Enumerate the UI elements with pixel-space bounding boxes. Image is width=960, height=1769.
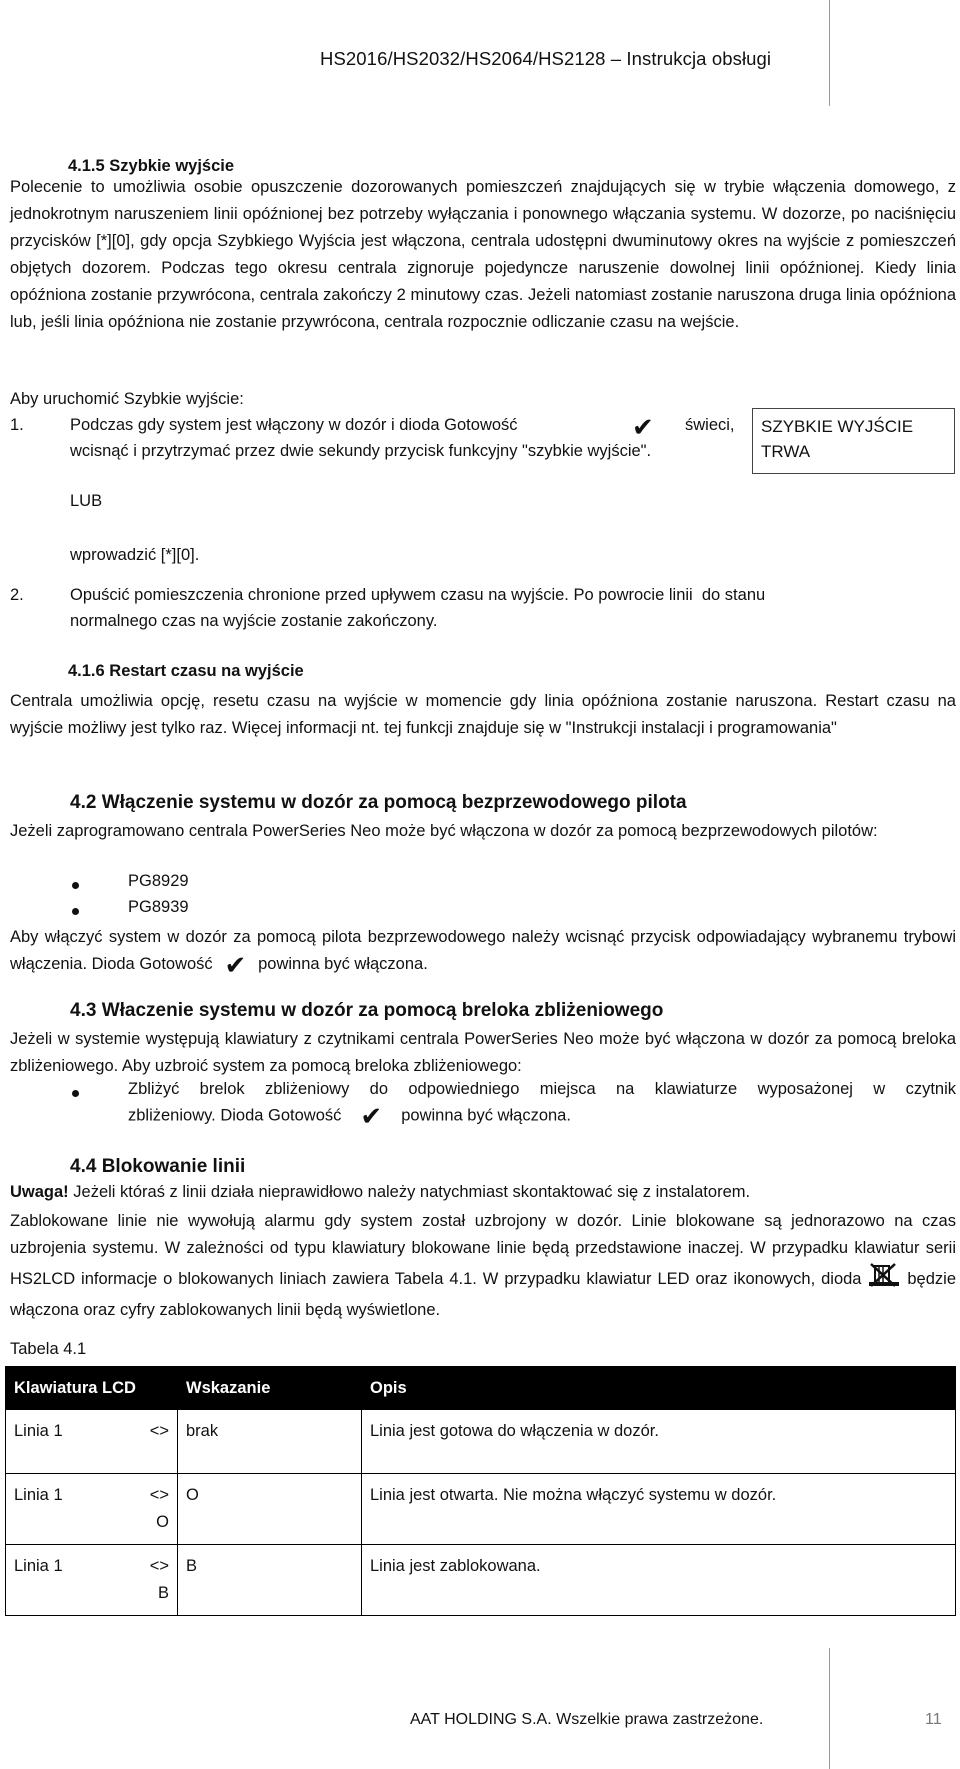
table-row [6, 1410, 956, 1474]
enter-code-text: wprowadzić [*][0]. [70, 546, 200, 564]
zone-label: Linia 1 [14, 1422, 63, 1440]
section-4-2-heading: 4.2 Włączenie systemu w dozór za pomocą bezprzewodowego pilota [70, 792, 687, 813]
step-2-text-b: normalnego czas na wyjście zostanie zakończony. [70, 612, 438, 630]
warning-text: Jeżeli któraś z linii działa nieprawidłowo należy natychmiast skontaktować się z instalatorem. [68, 1183, 751, 1201]
section-4-4-paragraph [10, 1208, 956, 1324]
or-label: LUB [70, 492, 103, 510]
description-cell: Linia jest gotowa do włączenia w dozór. [362, 1410, 956, 1474]
warning-line [10, 1183, 750, 1202]
lcd-cell [6, 1410, 178, 1474]
bypass-text-end: będzie włączona oraz cyfry zablokowanych linii będą wyświetlone. [10, 1269, 956, 1319]
keypad-display-box [752, 408, 955, 474]
zone-bracket-symbol: <> [149, 1486, 169, 1504]
bullet [72, 882, 79, 889]
zone-label: Linia 1 [14, 1486, 63, 1504]
section-4-1-5-heading: 4.1.5 Szybkie wyjście [68, 157, 235, 175]
description-cell: Linia jest zablokowana. [362, 1545, 956, 1616]
para2-text: Aby włączyć system w dozór za pomocą pilota bezprzewodowego należy wcisnąć przycisk odpowiadający wybranemu trybowi włączenia. Dioda Gotowość [10, 928, 956, 973]
prox-step-b [128, 1101, 571, 1131]
step-1-number: 1. [10, 416, 24, 434]
description-cell: Linia jest otwarta. Nie można włączyć systemu w dozór. [362, 1474, 956, 1545]
step-1-text-part: Podczas gdy system jest włączony w dozór i dioda Gotowość [70, 416, 518, 434]
step-1-text-c: wcisnąć i przytrzymać przez dwie sekundy przycisk funkcyjny "szybkie wyjście". [70, 442, 652, 460]
bypass-icon [867, 1262, 901, 1297]
display-line-1: SZYBKIE WYJŚCIE [761, 417, 914, 436]
table-caption: Tabela 4.1 [10, 1340, 87, 1358]
prox-step-a: Zbliżyć brelok zbliżeniowy do odpowiedniego miejsca na klawiaturze wyposażonej w czytnik [128, 1080, 956, 1098]
footer-divider [829, 1648, 830, 1769]
footer-copyright: AAT HOLDING S.A. Wszelkie prawa zastrzeżone. [410, 1711, 764, 1728]
section-4-3-paragraph: Jeżeli w systemie występują klawiatury z czytnikami centrala PowerSeries Neo może być włączona w dozór za pomocą breloka zbliżeniowego. Aby uzbroić system za pomocą breloka zbliżeniowego: [10, 1030, 956, 1075]
indication-cell: O [178, 1474, 362, 1545]
zone-status-table [5, 1366, 956, 1616]
column-header: Opis [362, 1367, 956, 1410]
header-divider [829, 0, 830, 106]
zone-label: Linia 1 [14, 1557, 63, 1575]
checkmark-icon: ✔ [345, 1101, 397, 1131]
section-4-3-heading: 4.3 Właczenie systemu w dozór za pomocą breloka zbliżeniowego [70, 1000, 664, 1021]
prox-step-text-end: powinna być włączona. [401, 1106, 571, 1125]
indication-cell: B [178, 1545, 362, 1616]
column-header: Klawiatura LCD [6, 1367, 178, 1410]
table-row [6, 1545, 956, 1616]
step-1-text-a [70, 416, 518, 435]
remote-model-2: PG8939 [128, 898, 189, 916]
zone-bracket-state: O [156, 1513, 169, 1531]
page-number: 11 [925, 1711, 942, 1728]
prox-step-text: zbliżeniowy. Dioda Gotowość [128, 1106, 342, 1125]
bullet [72, 1090, 79, 1097]
zone-bracket: <> [149, 1422, 169, 1440]
column-header: Wskazanie [178, 1367, 362, 1410]
checkmark-icon: ✔ [632, 412, 654, 442]
section-4-1-5-paragraph: Polecenie to umożliwia osobie opuszczenie dozorowanych pomieszczeń znajdujących się w trybie włączenia domowego, z jednokrotnym naruszeniem linii opóźnionej bez potrzeby wyłączania i ponownego włączania systemu. W dozorze, po naciśnięciu przycisków [*][0], gdy opcja Szybkiego Wyjścia jest włączona, centrala udostępni dwuminutowy okres na wyjście z pomieszczeń objętych dozorem. Podczas tego okresu centrala zignoruje pojedyncze naruszenie dowolnej linii opóźnionej. Kiedy linia opóźniona zostanie przywrócona, centrala zakończy 2 minutowy czas. Jeżeli natomiast zostanie naruszona druga linia opóźniona lub, jeśli linia opóźniona nie zostanie przywrócona, centrala rozpocznie odliczanie czasu na wejście. [10, 178, 956, 331]
indication-cell: brak [178, 1410, 362, 1474]
table-row [6, 1474, 956, 1545]
lcd-cell [6, 1545, 178, 1616]
step-2-text-a: Opuścić pomieszczenia chronione przed upływem czasu na wyjście. Po powrocie linii do stanu [70, 586, 766, 604]
section-4-2-paragraph: Jeżeli zaprogramowano centrala PowerSeries Neo może być włączona w dozór za pomocą bezprzewodowych pilotów: [10, 822, 878, 840]
warning-label: Uwaga! [10, 1183, 69, 1201]
para2-text-end: powinna być włączona. [258, 955, 428, 973]
zone-bracket-symbol: <> [149, 1557, 169, 1575]
zone-bracket [150, 1553, 169, 1607]
section-4-2-paragraph-2 [10, 924, 956, 978]
zone-bracket-state: B [157, 1584, 169, 1602]
quick-exit-instruction: Aby uruchomić Szybkie wyjście: [10, 390, 244, 408]
section-4-4-heading: 4.4 Blokowanie linii [70, 1156, 246, 1177]
page-header-title: HS2016/HS2032/HS2064/HS2128 – Instrukcja obsługi [320, 48, 772, 69]
step-2-number: 2. [10, 586, 24, 604]
checkmark-icon: ✔ [217, 949, 254, 980]
display-line-2: TRWA [761, 442, 811, 461]
lcd-cell [6, 1474, 178, 1545]
bullet [72, 908, 79, 915]
section-4-1-6-heading: 4.1.6 Restart czasu na wyjście [68, 662, 304, 680]
step-1-text-b: świeci, [685, 416, 735, 434]
section-4-1-6-paragraph: Centrala umożliwia opcję, resetu czasu na wyjście w momencie gdy linia opóźniona zostanie naruszona. Restart czasu na wyjście możliwy jest tylko raz. Więcej informacji nt. tej funkcji znajduje się w "Instrukcji instalacji i programowania" [10, 692, 956, 737]
bypass-text: Zablokowane linie nie wywołują alarmu gdy system został uzbrojony w dozór. Linie blokowane są jednorazowo na czas uzbrojenia systemu. W zależności od typu klawiatury blokowane linie będą przedstawione inaczej. W przypadku klawiatur serii HS2LCD informacje o blokowanych liniach zawiera Tabela 4.1. W przypadku klawiatur LED oraz ikonowych, dioda [10, 1212, 956, 1288]
table-header-row [6, 1367, 956, 1410]
zone-bracket [150, 1482, 169, 1536]
remote-model-1: PG8929 [128, 872, 189, 890]
